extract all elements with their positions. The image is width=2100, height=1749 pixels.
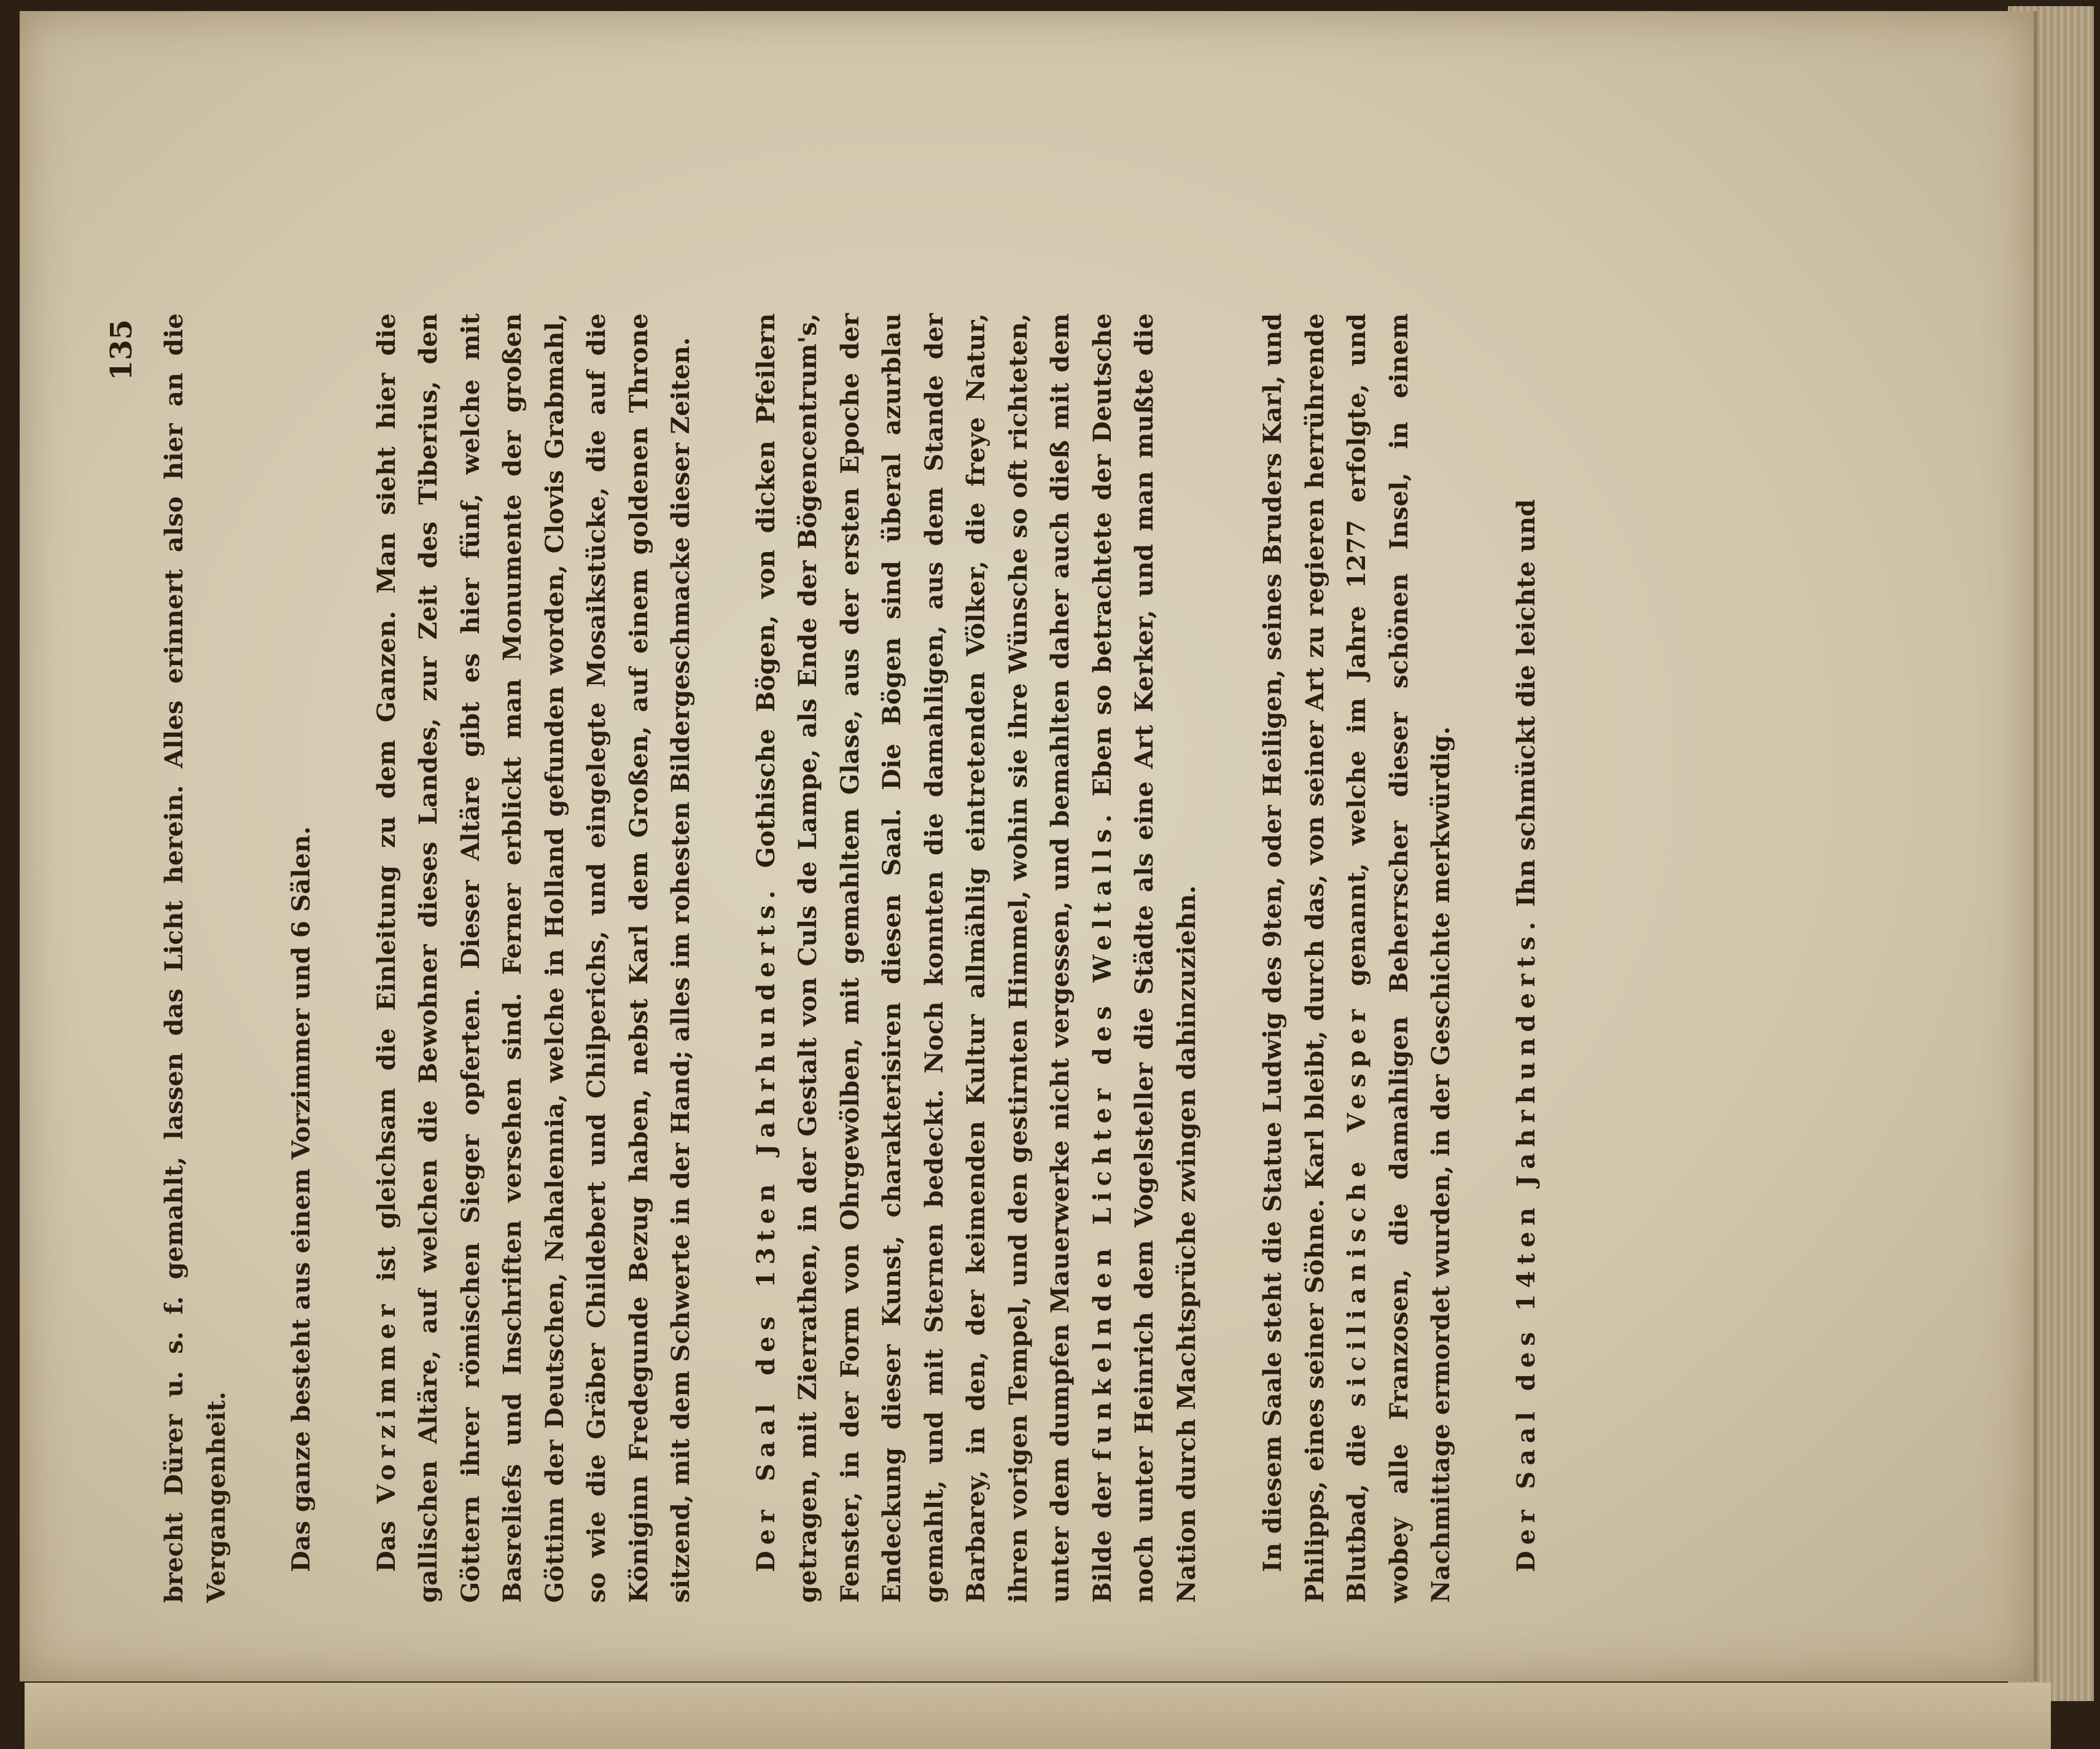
p3-lead: Das — [371, 1521, 401, 1572]
paragraph-3 — [366, 313, 702, 1603]
paragraph-6 — [1506, 313, 1548, 1603]
paragraph-1: brecht Dürer u. s. f. gemahlt, lassen das Licht herein. Alles erinnert also hier an die Vergangenheit. — [160, 313, 231, 1603]
p3-spaced-term: Vorzimmer — [371, 1298, 401, 1504]
p5-body: In diesem Saale steht die Statue Ludwig des 9ten, oder Heiligen, seines Bruders Karl, und Philipps, eines seiner Söhne. Karl bleibt, durch das, von seiner Art zu regieren herrührende Blutbad, die — [1258, 313, 1371, 1603]
paragraph-gap — [323, 313, 366, 1603]
underlying-page — [25, 1683, 2051, 1749]
paragraph-2: Das ganze besteht aus einem Vorzimmer und 6 Sälen. — [287, 826, 316, 1572]
paragraph-gap — [238, 313, 281, 1603]
p5-body-2: genannt, welche im Jahre 1277 erfolgte, und wobey alle Franzosen, die damahligen Beherrscher dieser schönen Insel, in einem Nachmittage ermordet wurden, in der Geschichte merkwürdig. — [1342, 313, 1455, 1603]
p6-body: Ihn schmückt die leichte und — [1511, 499, 1541, 907]
paragraph-gap — [1463, 313, 1506, 1603]
page-number: 135 — [104, 319, 139, 381]
p6-heading: Der Saal des 14ten Jahrhunderts. — [1511, 915, 1541, 1572]
page-text — [154, 313, 1547, 1603]
paragraph-4 — [745, 313, 1208, 1603]
paragraph-5 — [1252, 313, 1463, 1603]
paragraph-gap — [702, 313, 745, 1603]
p5-spaced-term: sicilianische Vesper — [1342, 1003, 1371, 1407]
p4-heading: Der Saal des 13ten Jahrhunderts. — [751, 884, 780, 1572]
p4-spaced-term: funkelnden Lichter des Weltalls. — [1087, 808, 1117, 1461]
p3-body: ist gleichsam die Einleitung zu dem Ganzen. Man sieht hier die gallischen Altäre, auf welchen die Bewohner dieses Landes, zur Zeit des Tiberius, den Göttern ihrer römischen Sieger opferten. Dieser Altäre gibt es hier fünf, welche mit Basreliefs und Inschriften versehen sind. Ferner erblickt man Monumente der großen Göttinn der Deutschen, Nahalennia, welche in Holland gefunden worden, Clovis Grabmahl, so wie die Gräber Childebert und Chilperichs, und eingelegte Mosaikstücke, die auf die Königinn Fredegunde Bezug haben, nebst Karl dem Großen, auf einem goldenen Throne sitzend, mit dem Schwerte in der Hand; alles im rohesten Bildergeschmacke dieser Zeiten. — [371, 313, 695, 1603]
p4-body-2: Eben so betrachtete der Deutsche noch unter Heinrich dem Vogelsteller die Städte als eine Art Kerker, und man mußte die Nation durch Machtsprüche zwingen dahinzuziehn. — [1087, 313, 1201, 1603]
p4-body: Gothische Bögen, von dicken Pfeilern getragen, mit Zierrathen, in der Gestalt von Culs de Lampe, als Ende der Bögencentrum's, Fenster, in der Form von Ohrgewölben, mit gemahltem Glase, aus der ersten Epoche der Endeckung dieser Kunst, charakterisiren diesen Saal. Die Bögen sind überal azurblau gemahlt, und mit Sternen bedeckt. Noch konnten die damahligen, aus dem Stande der Barbarey, in den, der keimenden Kultur allmählig eintretenden Völker, die freye Natur, ihren vorigen Tempel, und den gestirnten Himmel, wohin sie ihre Wünsche so oft richteten, unter dem dumpfen Mauerwerke nicht vergessen, und bemahlten daher auch dieß mit dem Bilde der — [751, 313, 1117, 1603]
paragraph-gap — [1208, 313, 1252, 1603]
